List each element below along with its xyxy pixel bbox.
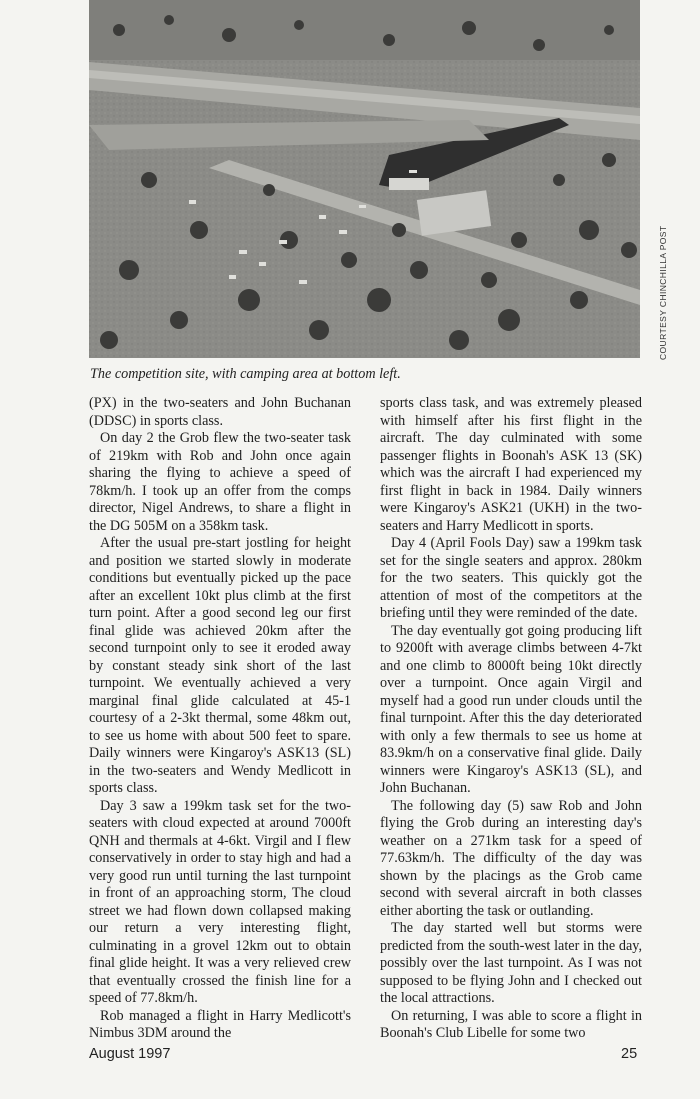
paragraph: The day started well but storms were predicted from the south-west later in the day, possibly over the last turnpoint. As I was not supposed to be flying John and I checked out the local attractions. xyxy=(380,920,642,1006)
aerial-photo xyxy=(89,0,640,358)
text-column-left xyxy=(89,395,351,1043)
paragraph: sports class task, and was extremely pleased with himself after his first flight in the aircraft. The day culminated with some passenger flights in Boonah's ASK 13 (SK) which was the aircraft I had experienced my first flight in back in 1984. Daily winners were Kingaroy's ASK21 (UKH) in the two-seaters and Harry Medlicott in sports. xyxy=(380,395,642,534)
paragraph: After the usual pre-start jostling for height and position we started slowly in moderate conditions but eventually picked up the pace after an excellent 10kt plus climb at the first turn point. After a good second leg our first final glide was achieved 20km after the second turnpoint only to see it eroded away by constant steady sink short of the last turnpoint. We eventually achieved a very marginal final glide calculated at 45-1 courtesy of a 2-3kt thermal, some 48km out, to see us home with about 500 feet to spare. Daily winners were Kingaroy's ASK13 (SL) in the two-seaters and Wendy Medlicott in sports class. xyxy=(89,535,351,796)
footer-date: August 1997 xyxy=(89,1046,171,1062)
paragraph: The following day (5) saw Rob and John flying the Grob during an interesting day's weather on a 271km task for a speed of 77.63km/h. The difficulty of the day was shown by the placings as the Grob came second with several aircraft in both classes either aborting the task or outlanding. xyxy=(380,797,642,919)
paragraph: On day 2 the Grob flew the two-seater task of 219km with Rob and John once again sharing the flying to achieve a speed of 78km/h. I took up an offer from the comps director, Nigel Andrews, to share a flight in the DG 505M on a 358km task. xyxy=(89,430,351,534)
paragraph: (PX) in the two-seaters and John Buchanan (DDSC) in sports class. xyxy=(89,395,351,429)
photo-caption: The competition site, with camping area at bottom left. xyxy=(90,366,401,382)
paragraph: Day 3 saw a 199km task set for the two-seaters with cloud expected at around 7000ft QNH and thermals at 4-6kt. Virgil and I flew conservatively in order to stay high and had a very good run until turning the last turnpoint in front of an approaching storm, The cloud street we had flown down collapsed making our return a very interesting flight, culminating in a grovel 12km out to obtain final glide height. It was a very relieved crew that eventually crossed the finish line for a speed of 77.8km/h. xyxy=(89,797,351,1006)
page-number: 25 xyxy=(621,1046,638,1062)
photo-credit: COURTESY CHINCHILLA POST xyxy=(658,225,668,360)
paragraph: Rob managed a flight in Harry Medlicott's Nimbus 3DM around the xyxy=(89,1007,351,1041)
airfield-aerial-image xyxy=(89,0,640,358)
paragraph: The day eventually got going producing lift to 9200ft with average climbs between 4-7kt and one climb to 8000ft being 10kt directly over a turnpoint. Once again Virgil and myself had a good run under clouds until the final turnpoint. After this the day deteriorated with only a few thermals to see us home at 83.9km/h on a conservative final glide. Daily winners were Kingaroy's ASK13 (SL), and John Buchanan. xyxy=(380,622,642,796)
paragraph: On returning, I was able to score a flight in Boonah's Club Libelle for some two xyxy=(380,1007,642,1041)
text-column-right xyxy=(380,395,642,1043)
paragraph: Day 4 (April Fools Day) saw a 199km task set for the single seaters and approx. 280km for the two seaters. This quickly got the attention of most of the competitors at the briefing until they were reminded of the date. xyxy=(380,535,642,621)
